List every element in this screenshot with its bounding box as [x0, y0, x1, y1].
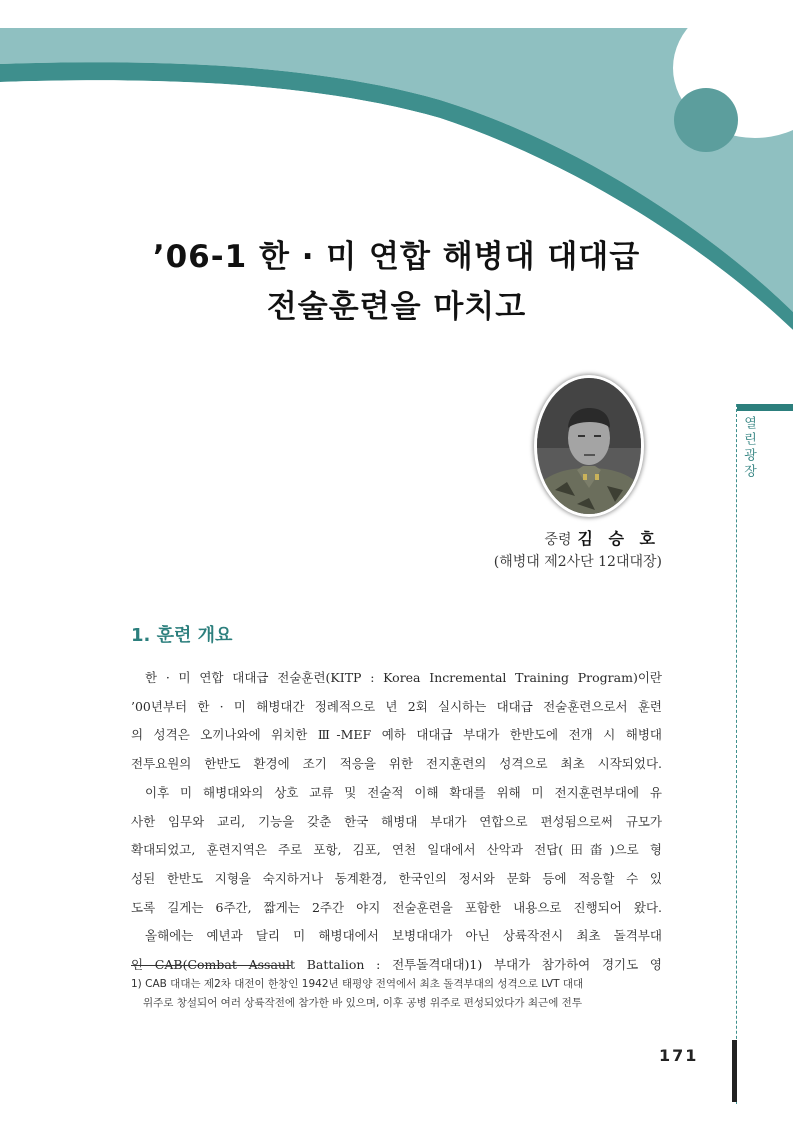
title-line-2: 전술훈련을 마치고 — [266, 289, 527, 325]
body-line: 의 성격은 오끼나와에 위치한 Ⅲ-MEF 예하 대대급 부대가 한반도에 전개 시 해병대 — [131, 727, 662, 743]
body-line: ’00년부터 한 · 미 해병대간 정례적으로 년 2회 실시하는 대대급 전술훈련으로서 훈련 — [131, 698, 662, 714]
decor-circle-teal — [674, 88, 738, 152]
footnote-line: 1) CAB 대대는 제2차 대전이 한창인 1942년 태평양 전역에서 최초 돌격부대의 성격으로 LVT 대대 — [131, 978, 584, 990]
author-rank: 중령 — [544, 532, 572, 548]
body-line: 확대되었고, 훈련지역은 주로 포항, 김포, 연천 일대에서 산악과 전답(田畓)으로 형 — [131, 842, 662, 858]
section-heading: 1. 훈련 개요 — [131, 625, 233, 646]
body-line: 올해에는 예년과 달리 미 해병대에서 보병대대가 아닌 상륙작전시 최초 돌격부대 — [145, 928, 662, 944]
article-title — [60, 232, 733, 332]
footnote — [131, 975, 661, 1013]
page-number-bar — [732, 1040, 737, 1102]
page-number: 171 — [659, 1046, 699, 1065]
body-line: 이후 미 해병대와의 상호 교류 및 전술적 이해 확대를 위해 미 전지훈련부대에 유 — [145, 784, 662, 800]
body-line: 사한 임무와 교리, 기능을 갖춘 한국 해병대 부대가 연합으로 편성됨으로써 규모가 — [131, 813, 662, 829]
body-line: 한 · 미 연합 대대급 전술훈련(KITP : Korea Incremental Training Program)이란 — [145, 670, 662, 685]
body-text — [131, 664, 662, 980]
footnote-rule — [131, 965, 291, 966]
side-tab-label: 열린광장 — [741, 416, 756, 480]
author-unit: (해병대 제2사단 12대대장) — [493, 554, 662, 570]
body-line: 전투요원의 한반도 환경에 조기 적응을 위한 전지훈련의 성격으로 최초 시작되었다. — [131, 756, 662, 772]
body-line: 인 CAB(Combat Assault Battalion : 전투돌격대대)1) 부대가 참가하여 경기도 영 — [131, 957, 662, 973]
section-side-tab — [736, 404, 793, 1104]
body-line: 성된 한반도 지형을 숙지하거나 동계환경, 한국인의 정서와 문화 등에 적응할 수 있 — [131, 870, 662, 886]
footnote-line: 위주로 창설되어 여러 상륙작전에 참가한 바 있으며, 이후 공병 위주로 편성되었다가 최근에 전투 — [143, 997, 582, 1009]
side-tab-bar — [737, 404, 793, 411]
body-line: 도록 길게는 6주간, 짧게는 2주간 야지 전술훈련을 포함한 내용으로 진행되어 왔다. — [131, 899, 662, 915]
author-photo — [537, 378, 641, 514]
title-line-1: ’06-1 한 · 미 연합 해병대 대대급 — [152, 239, 641, 275]
author-portrait — [537, 378, 641, 514]
author-name: 김 승 호 — [577, 529, 660, 548]
author-byline — [440, 526, 660, 549]
